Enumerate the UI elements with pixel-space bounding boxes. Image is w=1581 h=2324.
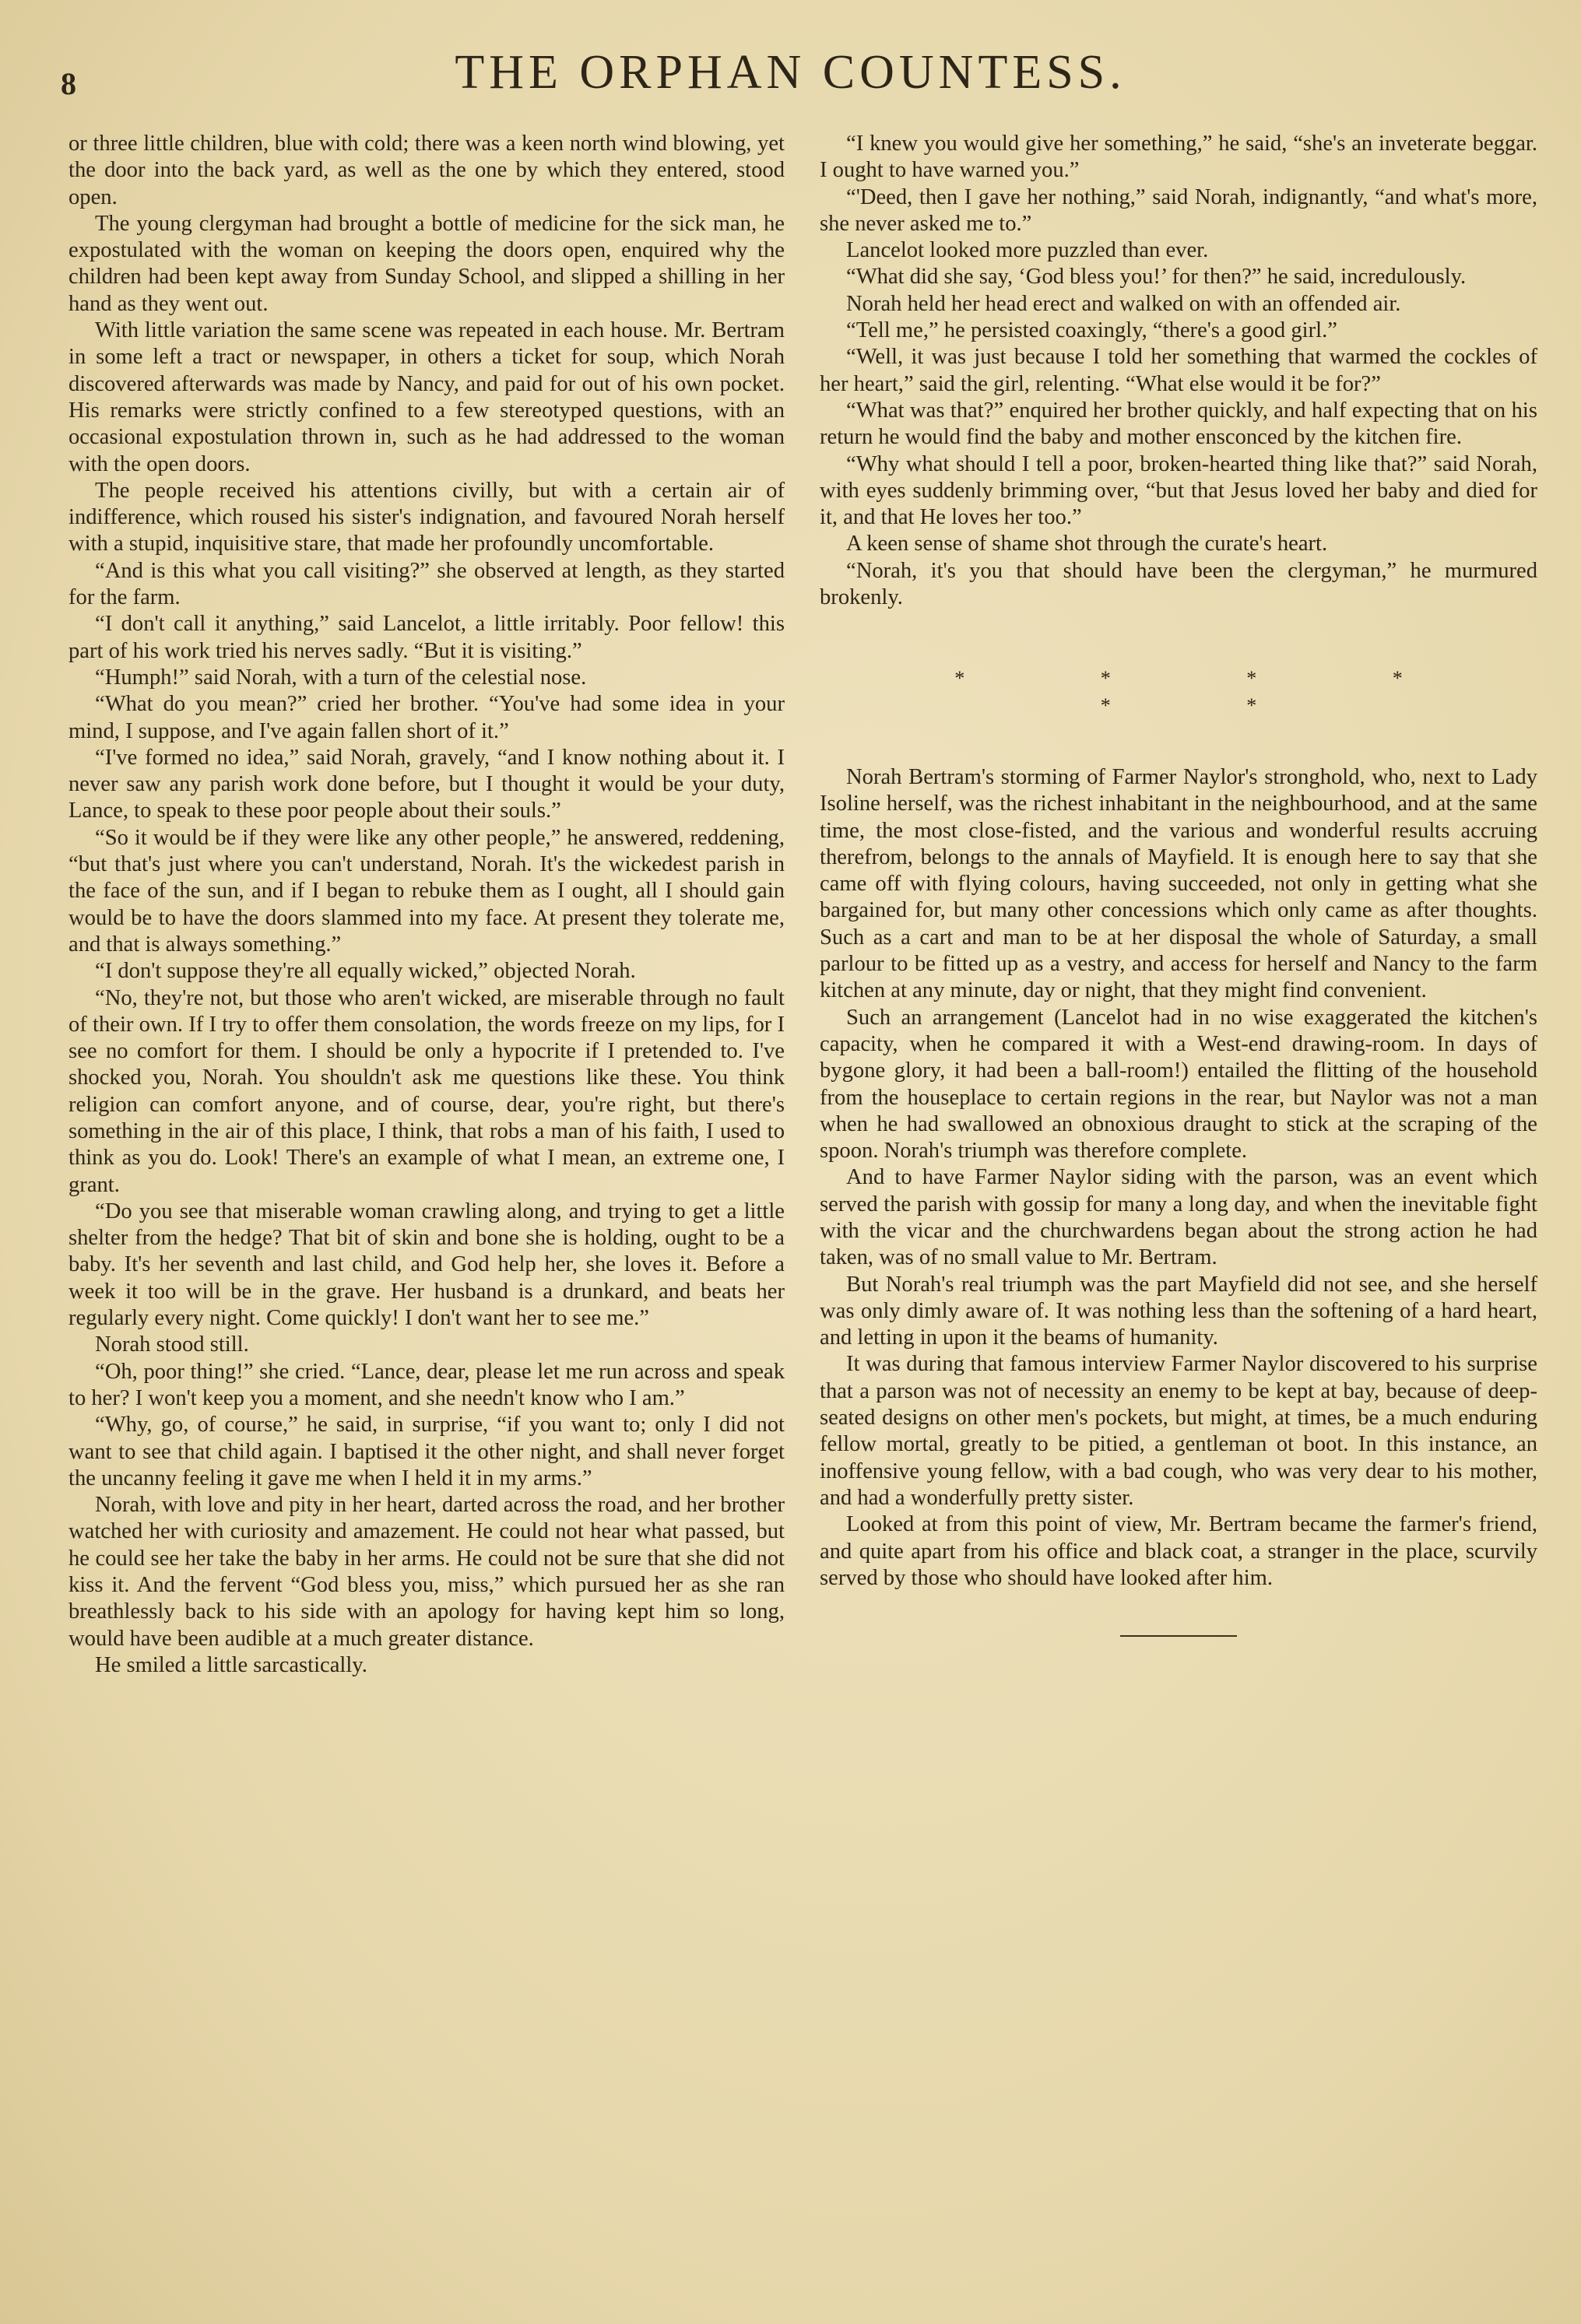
- paragraph: Norah, with love and pity in her heart, darted across the road, and her brother watched her with curiosity and amazement. He could not hear what passed, but he could see her take the baby in her arms. He could not be sure that she did not kiss it. And the fervent “God bless you, miss,” which pursued her as she ran breathlessly back to his side with an apology for having kept him so long, would have been audible at a much greater distance.: [69, 1493, 785, 1651]
- paragraph: “Well, it was just because I told her something that warmed the cockles of her heart,” said the girl, relenting. “What else would it be for?”: [820, 345, 1537, 396]
- paragraph: Looked at from this point of view, Mr. Bertram became the farmer's friend, and quite apart from his office and black coat, a stranger in the place, scurvily served by those who should have looked after him.: [820, 1512, 1537, 1590]
- paragraph: “So it would be if they were like any other people,” he answered, reddening, “but that's just where you can't understand, Norah. It's the wickedest parish in the face of the sun, and if I began to rebuke them as I ought, all I should gain would be to have the doors slammed into my face. At present they tolerate me, and that is always something.”: [69, 825, 785, 957]
- paragraph: But Norah's real triumph was the part Mayfield did not see, and she herself was only dimly aware of. It was nothing less than the softening of a hard heart, and letting in upon it the beams of humanity.: [820, 1272, 1537, 1350]
- paragraph: “What did she say, ‘God bless you!’ for then?” he said, incredulously.: [846, 265, 1467, 290]
- paragraph: “Oh, poor thing!” she cried. “Lance, dear, please let me run across and speak to her? I won't keep you a moment, and she needn't know who I am.”: [69, 1359, 785, 1410]
- paragraph: “Norah, it's you that should have been the clergyman,” he murmured brokenly.: [820, 558, 1537, 610]
- paragraph: “Why, go, of course,” he said, in surprise, “if you want to; only I did not want to see that child again. I baptised it the other night, and shall never forget the uncanny feeling it gave me when I held it in my arms.”: [69, 1413, 785, 1490]
- paragraph: He smiled a little sarcastically.: [95, 1652, 367, 1677]
- paragraph: “I don't call it anything,” said Lancelot, a little irritably. Poor fellow! this part of his work tried his nerves sadly. “But it is visiting.”: [69, 612, 785, 663]
- running-title: THE ORPHAN COUNTESS.: [455, 46, 1126, 99]
- paragraph: “And is this what you call visiting?” she observed at length, as they started for the farm.: [69, 558, 785, 610]
- paragraph: Norah Bertram's storming of Farmer Naylor's stronghold, who, next to Lady Isoline herself, was the richest inhabitant in the neighbourhood, and at the same time, the most close-fisted, and the various and wonderful results accruing therefrom, belongs to the annals of Mayfield. It is enough here to say that she came off with flying colours, having succeeded, not only in getting what she bargained for, but many other concessions which only came as after thoughts. Such as a cart and man to be at her disposal the whole of Saturday, a small parlour to be fitted up as a vestry, and access for herself and Nancy to the farm kitchen at any minute, day or night, that they might find convenient.: [820, 764, 1537, 1003]
- paragraph: “Tell me,” he persisted coaxingly, “there's a good girl.”: [846, 318, 1337, 343]
- paragraph: “What was that?” enquired her brother quickly, and half expecting that on his return he would find the baby and mother ensconced by the kitchen fire.: [820, 398, 1537, 450]
- left-column: [69, 131, 785, 1679]
- end-rule: [1120, 1635, 1237, 1637]
- page-header: [0, 37, 1581, 107]
- paragraph: And to have Farmer Naylor siding with the parson, was an event which served the parish with gossip for many a long day, and when the inevitable fight with the vicar and the churchwardens began about the strong action he had taken, was of no small value to Mr. Bertram.: [820, 1165, 1537, 1270]
- paragraph: The young clergyman had brought a bottle of medicine for the sick man, he expostulated with the woman on keeping the doors open, enquired why the children had been kept away from Sunday School, and slipped a shilling in her hand as they went out.: [69, 211, 785, 316]
- paragraph: Lancelot looked more puzzled than ever.: [846, 238, 1209, 263]
- paragraph: “Humph!” said Norah, with a turn of the celestial nose.: [95, 665, 587, 690]
- paragraph: “Why what should I tell a poor, broken-hearted thing like that?” said Norah, with eyes suddenly brimming over, “but that Jesus loved her baby and died for it, and that He loves her too.”: [820, 451, 1537, 530]
- paragraph: “Do you see that miserable woman crawling along, and trying to get a little shelter from the hedge? That bit of skin and bone she is holding, ought to be a baby. It's her seventh and last child, and God help her, she loves it. Before a week it too will be in the grave. Her husband is a drunkard, and beats her regularly every night. Come quickly! I don't want her to see me.”: [69, 1199, 785, 1331]
- paragraph: With little variation the same scene was repeated in each house. Mr. Bertram in some left a tract or newspaper, in others a ticket for soup, which Norah discovered afterwards was made by Nancy, and paid for out of his own pocket. His remarks were strictly confined to a few stereotyped questions, with an occasional expostulation thrown in, such as he had addressed to the woman with the open doors.: [69, 318, 785, 476]
- paragraph: “What do you mean?” cried her brother. “You've had some idea in your mind, I suppose, and I've again fallen short of it.”: [69, 692, 785, 743]
- paragraph: Such an arrangement (Lancelot had in no wise exaggerated the kitchen's capacity, when he compared it with a West-end drawing-room. In days of bygone glory, it had been a ball-room!) entailed the flitting of the household from the houseplace to certain regions in the rear, but Naylor was not a man when he had swallowed an obnoxious draught to stick at the scraping of the spoon. Norah's triumph was therefore complete.: [820, 1005, 1537, 1164]
- section-break: * * * * * *: [954, 667, 1468, 717]
- paragraph: Norah stood still.: [95, 1332, 249, 1357]
- paragraph: “'Deed, then I gave her nothing,” said Norah, indignantly, “and what's more, she never asked me to.”: [820, 184, 1537, 236]
- page-number: 8: [61, 66, 77, 101]
- paragraph: “No, they're not, but those who aren't wicked, are miserable through no fault of their own. If I try to offer them consolation, the words freeze on my lips, for I see no comfort for them. I should be only a hypocrite if I pretended to. I've shocked you, Norah. You shouldn't ask me questions like these. You think religion can comfort anyone, and of course, dear, you're right, but there's something in the air of this place, I think, that robs a man of his faith, I used to think as you do. Look! There's an example of what I mean, an extreme one, I grant.: [69, 985, 785, 1197]
- paragraph: or three little children, blue with cold; there was a keen north wind blowing, yet the door into the back yard, as well as the one by which they entered, stood open.: [69, 132, 785, 209]
- paragraph: It was during that famous interview Farmer Naylor discovered to his surprise that a parson was not of necessity an enemy to be kept at bay, because of deep-seated designs on other men's pockets, but might, at times, be a much enduring fellow mortal, greatly to be pitied, a gentleman ot boot. In this instance, an inoffensive young fellow, with a bad cough, who was very dear to his mother, and had a wonderfully pretty sister.: [820, 1352, 1537, 1510]
- right-column: [820, 131, 1537, 1637]
- paragraph: “I knew you would give her something,” he said, “she's an inveterate beggar. I ought to have warned you.”: [820, 132, 1537, 183]
- paragraph: Norah held her head erect and walked on with an offended air.: [846, 291, 1401, 316]
- paragraph: “I don't suppose they're all equally wicked,” objected Norah.: [95, 959, 636, 984]
- paragraph: The people received his attentions civilly, but with a certain air of indifference, which roused his sister's indignation, and favoured Norah herself with a stupid, inquisitive stare, that made her profoundly uncomfortable.: [69, 478, 785, 556]
- paragraph: “I've formed no idea,” said Norah, gravely, “and I know nothing about it. I never saw any parish work done before, but I thought it would be your duty, Lance, to speak to these poor people about their souls.”: [69, 745, 785, 823]
- paragraph: A keen sense of shame shot through the curate's heart.: [846, 532, 1328, 556]
